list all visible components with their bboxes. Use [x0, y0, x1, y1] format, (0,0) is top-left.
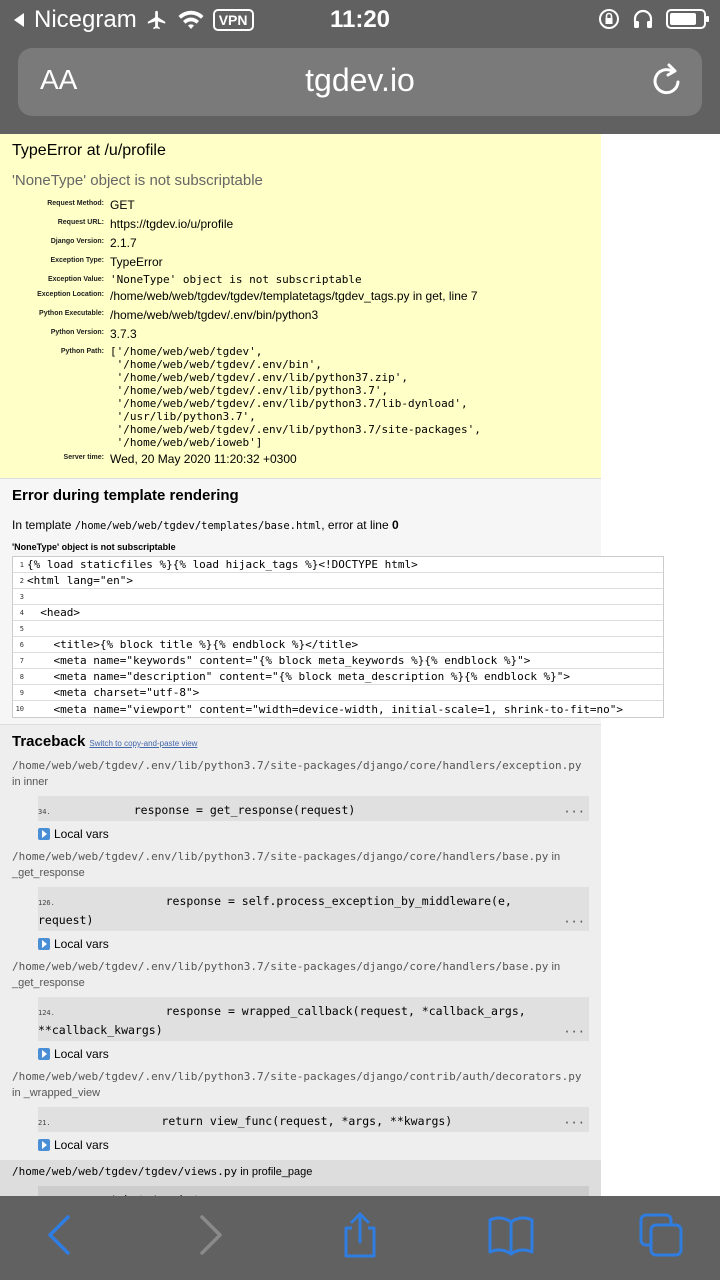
error-line-number: 0 [391, 518, 399, 532]
expand-triangle-icon [38, 1048, 50, 1060]
source-line-code: <meta name="description" content="{% block meta_description %}{% endblock %}"> [27, 670, 571, 683]
template-source [12, 556, 664, 718]
frame-file [12, 758, 589, 790]
local-vars-toggle[interactable] [38, 937, 589, 951]
forward-chevron-icon[interactable] [184, 1212, 234, 1258]
source-line [13, 557, 663, 573]
meta-key: Exception Type: [50, 257, 104, 264]
local-vars-label: Local vars [54, 937, 109, 951]
local-vars-toggle[interactable] [38, 827, 589, 841]
expand-triangle-icon [38, 828, 50, 840]
meta-value: Wed, 20 May 2020 11:20:32 +0300 [110, 452, 297, 466]
traceback-frame [12, 959, 589, 1061]
meta-row [12, 451, 589, 468]
meta-value: 2.1.7 [110, 236, 137, 250]
source-line [13, 605, 663, 621]
frame-in: in [12, 1087, 21, 1099]
source-line-number: 4 [19, 608, 24, 617]
frame-code: response = self.process_exception_by_middleware(e, request) [38, 894, 519, 927]
source-line [13, 589, 663, 605]
frame-file [12, 959, 589, 991]
source-line-code: <head> [27, 606, 80, 619]
source-line-number: 9 [19, 688, 24, 697]
meta-key: Exception Location: [37, 291, 104, 298]
python-path-value: ['/home/web/web/tgdev', '/home/web/web/tgdev/.env/bin', '/home/web/web/tgdev/.env/lib/python37.zip', '/home/web/web/tgdev/.env/lib/python3.7', '/home/web/web/tgdev/.env/lib/python3.7/lib-dynload', '/usr/lib/python3.7', '/home/web/web/tgdev/.env/lib/python3.7/site-packages', '/home/web/web/ioweb'] [110, 345, 481, 449]
meta-value: GET [110, 198, 135, 212]
status-time: 11:20 [329, 6, 391, 33]
frame-file [12, 1164, 589, 1180]
back-chevron-icon[interactable] [36, 1212, 86, 1258]
error-message: 'NoneType' object is not subscriptable [12, 172, 263, 189]
source-line-number: 5 [19, 624, 24, 633]
text-size-label: AA [40, 64, 78, 95]
traceback-frame [12, 758, 589, 841]
expand-triangle-icon [38, 1139, 50, 1151]
meta-row [12, 235, 589, 252]
source-line-number: 7 [19, 656, 24, 665]
source-line [13, 701, 663, 717]
template-error-section [0, 479, 624, 725]
frame-path: /home/web/web/tgdev/.env/lib/python3.7/site-packages/django/contrib/auth/decorators.py [12, 1070, 582, 1083]
meta-row [12, 326, 589, 343]
expand-triangle-icon [38, 938, 50, 950]
source-line-number: 2 [19, 576, 24, 585]
source-line-code: <html lang="en"> [27, 574, 133, 587]
source-line [13, 653, 663, 669]
frame-in: in [240, 1166, 249, 1178]
source-line [13, 637, 663, 653]
source-line-code: <meta charset="utf-8"> [27, 686, 200, 699]
expand-context-icon[interactable]: ··· [563, 805, 585, 819]
frame-path: /home/web/web/tgdev/tgdev/views.py [12, 1165, 238, 1178]
source-line-code: <meta name="keywords" content="{% block meta_keywords %}{% endblock %}"> [27, 654, 531, 667]
vpn-badge: VPN [213, 9, 254, 31]
local-vars-toggle[interactable] [38, 1138, 589, 1152]
frame-file [12, 849, 589, 881]
switch-view-link[interactable]: Switch to copy-and-paste view [89, 739, 198, 748]
address-bar[interactable] [18, 48, 702, 116]
meta-key: Server time: [63, 454, 104, 461]
frame-line-number: 124. [38, 1009, 55, 1017]
source-line-number: 10 [15, 705, 24, 713]
source-line [13, 685, 663, 701]
frame-in: in [12, 776, 21, 788]
meta-value: 3.7.3 [110, 327, 137, 341]
local-vars-label: Local vars [54, 827, 109, 841]
battery-icon [666, 9, 706, 29]
source-line [13, 573, 663, 589]
reload-icon[interactable] [650, 62, 684, 100]
carrier-label: Nicegram [34, 6, 137, 33]
template-error-message: 'NoneType' object is not subscriptable [12, 542, 176, 552]
traceback-heading: Traceback [12, 733, 86, 750]
meta-value: TypeError [110, 255, 163, 269]
error-at-line-text: , error at line [321, 518, 389, 532]
source-line-number: 8 [19, 672, 24, 681]
meta-key: Request URL: [57, 219, 104, 226]
browser-toolbar [0, 1196, 720, 1280]
browser-top-chrome [0, 0, 720, 134]
frame-file [12, 1069, 589, 1101]
expand-context-icon[interactable]: ··· [563, 915, 585, 929]
error-title: TypeError at /u/profile [12, 142, 166, 159]
frame-in: in [551, 961, 561, 973]
meta-row [12, 273, 589, 286]
source-line-code: <meta name="viewport" content="width=device-width, initial-scale=1, shrink-to-fit=no"> [27, 702, 624, 716]
frame-function: profile_page [251, 1166, 313, 1178]
traceback-section [0, 725, 601, 1243]
template-path: /home/web/web/tgdev/templates/base.html [74, 520, 322, 532]
orientation-lock-icon [598, 8, 620, 30]
traceback-frame [12, 849, 589, 951]
frame-path: /home/web/web/tgdev/.env/lib/python3.7/site-packages/django/core/handlers/base.py [12, 850, 549, 863]
meta-value: /home/web/web/tgdev/tgdev/templatetags/tgdev_tags.py in get, line 7 [110, 289, 478, 303]
traceback-frame [12, 1069, 589, 1152]
frame-line-number: 34. [38, 808, 51, 816]
meta-key: Request Method: [47, 200, 104, 207]
page-content[interactable] [0, 134, 720, 1196]
source-line-number: 6 [19, 640, 24, 649]
meta-row [12, 216, 589, 233]
bookmarks-icon[interactable] [486, 1212, 536, 1258]
source-line [13, 669, 663, 685]
in-template-prefix: In template [12, 518, 72, 532]
source-line [13, 621, 663, 637]
template-error-title: Error during template rendering [12, 487, 239, 504]
source-line-number: 3 [19, 592, 24, 601]
meta-row [12, 197, 589, 214]
frame-function: _wrapped_view [23, 1087, 101, 1099]
frame-function: inner [23, 776, 49, 788]
frame-function: _get_response [12, 977, 85, 989]
frame-in: in [551, 851, 561, 863]
status-bar [0, 0, 720, 40]
meta-row [12, 288, 589, 305]
local-vars-label: Local vars [54, 1047, 109, 1061]
expand-context-icon[interactable]: ··· [563, 1025, 585, 1039]
share-icon[interactable] [335, 1212, 385, 1258]
frame-line-number: 126. [38, 899, 55, 907]
frame-context-line[interactable] [38, 887, 589, 931]
meta-key: Python Executable: [39, 310, 104, 317]
expand-context-icon[interactable]: ··· [563, 1116, 585, 1130]
meta-value: https://tgdev.io/u/profile [110, 217, 234, 231]
frame-code: response = get_response(request) [50, 803, 356, 817]
meta-key: Python Path: [60, 348, 104, 355]
traceback-title [12, 733, 589, 750]
frame-context-line[interactable] [38, 1107, 589, 1132]
frame-line-number: 21. [38, 1119, 51, 1127]
frame-context-line[interactable] [38, 796, 589, 821]
meta-table [12, 197, 589, 468]
frame-path: /home/web/web/tgdev/.env/lib/python3.7/site-packages/django/core/handlers/exception.py [12, 759, 582, 772]
frame-code: return view_func(request, *args, **kwargs) [50, 1114, 453, 1128]
meta-row [12, 307, 589, 324]
source-line-number: 1 [19, 560, 24, 569]
meta-value: /home/web/web/tgdev/.env/bin/python3 [110, 308, 319, 322]
status-right [598, 8, 706, 30]
frame-context-line[interactable] [38, 997, 589, 1041]
meta-row [12, 254, 589, 271]
local-vars-label: Local vars [54, 1138, 109, 1152]
frame-path: /home/web/web/tgdev/.env/lib/python3.7/site-packages/django/core/handlers/base.py [12, 960, 549, 973]
frame-code: response = wrapped_callback(request, *callback_args, **callback_kwargs) [38, 1004, 533, 1037]
meta-key: Django Version: [50, 238, 104, 245]
source-line-code: {% load staticfiles %}{% load hijack_tags %}<!DOCTYPE html> [27, 558, 418, 571]
tabs-icon[interactable] [636, 1212, 686, 1258]
error-summary [0, 134, 601, 479]
meta-key: Exception Value: [47, 276, 104, 283]
meta-row [12, 345, 589, 449]
local-vars-toggle[interactable] [38, 1047, 589, 1061]
frame-function: _get_response [12, 867, 85, 879]
template-location [12, 518, 589, 532]
headphones-icon [632, 8, 654, 30]
meta-value: 'NoneType' object is not subscriptable [110, 273, 362, 286]
source-line-code: <title>{% block title %}{% endblock %}</title> [27, 638, 359, 651]
url-domain[interactable]: tgdev.io [305, 62, 415, 98]
meta-key: Python Version: [50, 329, 104, 336]
